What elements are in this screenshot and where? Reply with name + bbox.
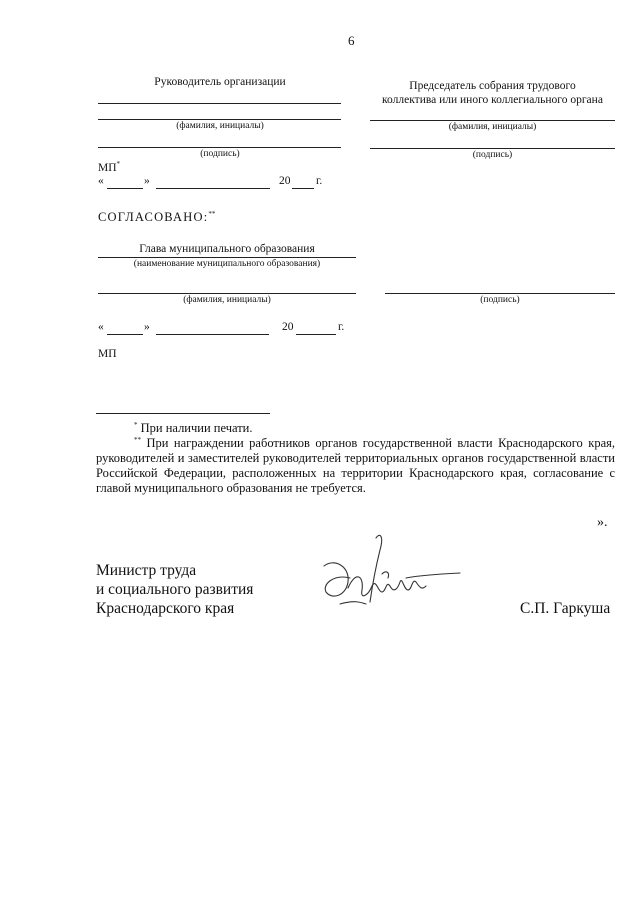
agreed-heading [98,210,215,225]
org-date-month-field [156,188,270,189]
page-number: 6 [348,33,355,48]
agreed-date-open-quote: « [98,321,104,333]
signatory-position-line-1: Министр труда [96,562,197,579]
org-stamp-text: МП [98,161,117,174]
agreed-stamp-label: МП [98,348,117,360]
chairman-title-line-2: коллектива или иного коллегиального органа [382,94,603,106]
agreed-date-year-field [296,334,336,335]
org-stamp-label [98,160,120,174]
footnote-separator [96,413,270,414]
org-date-close-quote: » [144,175,150,187]
municipality-signature-caption: (подпись) [480,295,520,305]
municipality-position-caption: (наименование муниципального образования) [133,259,321,269]
org-head-signature-line [98,147,341,148]
org-head-name-line [98,119,341,120]
handwritten-signature [320,530,470,615]
agreed-heading-text: СОГЛАСОВАНО: [98,210,209,225]
org-date-year-field [292,188,314,189]
org-date-day-field [107,188,143,189]
agreed-date-month-field [156,334,269,335]
footnote-1-mark: * [134,421,138,429]
signatory-position [96,561,253,618]
agreed-heading-footnote-mark: ** [208,210,216,218]
agreed-date-year-prefix: 20 [282,321,294,333]
org-date-open-quote: « [98,175,104,187]
org-date-year-prefix: 20 [279,175,291,187]
chairman-name-line [370,120,615,121]
footnote-2-mark: ** [134,436,141,444]
agreed-date-close-quote: » [144,321,150,333]
municipality-position-line [98,257,356,258]
chairman-title-line-1: Председатель собрания трудового [409,80,576,92]
closing-quote: ». [597,515,608,530]
org-head-title: Руководитель организации [154,76,286,88]
signatory-position-line-3: Краснодарского края [96,600,235,617]
footnote-2-text: При награждении работников органов государственной власти Краснодарского края, руководителей и заместителей руководителей территориальных органов государственной власти Российской Федерации, расположенных на территории Краснодарского края, согласование с главой муниципального образования не требуется. [96,436,616,496]
agreed-date-suffix: г. [338,321,345,333]
municipality-name-caption: (фамилия, инициалы) [183,295,271,305]
chairman-name-caption: (фамилия, инициалы) [448,122,537,132]
chairman-signature-caption: (подпись) [472,150,513,160]
org-head-signature-caption: (подпись) [200,149,240,159]
org-head-line-1 [98,103,341,104]
chairman-signature-line [370,148,615,149]
agreed-date-day-field [107,334,143,335]
chairman-title [370,79,615,107]
footnote-1-text: При наличии печати. [140,421,253,436]
org-date-suffix: г. [316,175,323,187]
signatory-position-line-2: и социального развития [96,581,254,598]
signatory-name: С.П. Гаркуша [520,600,611,617]
org-stamp-footnote-mark: * [116,160,121,168]
municipality-signature-line [385,293,615,294]
municipality-name-line [98,293,356,294]
org-head-name-caption: (фамилия, инициалы) [176,121,264,131]
municipality-position: Глава муниципального образования [139,243,315,255]
footnote-2 [96,433,615,496]
